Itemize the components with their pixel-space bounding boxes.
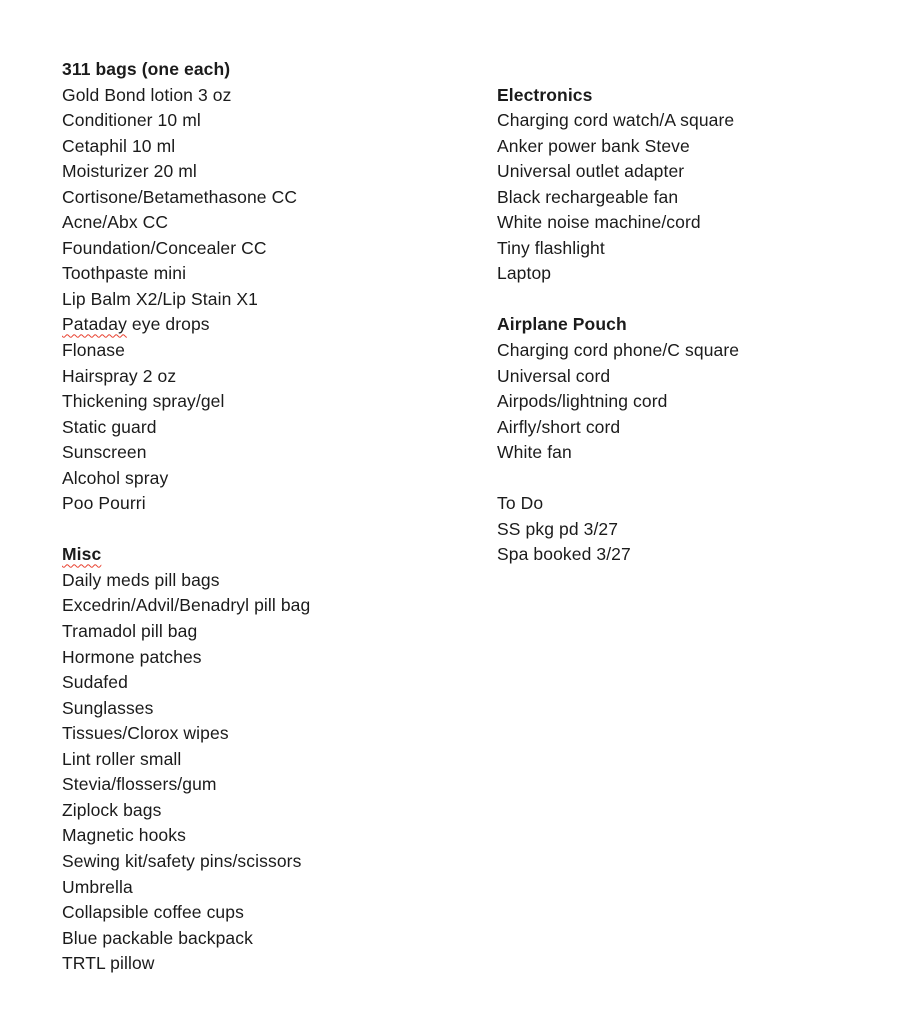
list-item: Static guard xyxy=(62,416,157,437)
list-item: Daily meds pill bags xyxy=(62,569,220,590)
list-item: White fan xyxy=(497,442,572,463)
list-item: White noise machine/cord xyxy=(497,212,701,233)
section-heading: 311 bags (one each) xyxy=(62,59,231,79)
list-item: Tissues/Clorox wipes xyxy=(62,723,229,744)
list-item: Moisturizer 20 ml xyxy=(62,161,197,182)
list-item: Charging cord phone/C square xyxy=(497,340,740,361)
list-item: Tramadol pill bag xyxy=(62,621,198,642)
section-gap xyxy=(497,466,739,492)
list-item: Pataday eye drops xyxy=(62,314,210,335)
misspelled-word: Pataday xyxy=(62,314,127,335)
packing-list-column-left xyxy=(62,57,310,977)
list-item: Cetaphil 10 ml xyxy=(62,135,176,156)
packing-list-column-right xyxy=(497,57,739,568)
list-item: Universal cord xyxy=(497,365,611,386)
list-item: Poo Pourri xyxy=(62,493,146,514)
list-item: Spa booked 3/27 xyxy=(497,544,631,565)
list-item: Acne/Abx CC xyxy=(62,212,169,233)
list-item: Lint roller small xyxy=(62,748,182,769)
list-item: Hormone patches xyxy=(62,646,202,667)
list-item: Sudafed xyxy=(62,672,128,693)
list-item: Alcohol spray xyxy=(62,467,169,488)
list-item: Lip Balm X2/Lip Stain X1 xyxy=(62,288,258,309)
list-item: Hairspray 2 oz xyxy=(62,365,177,386)
list-item: Magnetic hooks xyxy=(62,825,186,846)
section-heading: Airplane Pouch xyxy=(497,314,627,335)
list-item: Airfly/short cord xyxy=(497,416,621,437)
list-item: Gold Bond lotion 3 oz xyxy=(62,84,232,105)
list-item: Conditioner 10 ml xyxy=(62,110,201,131)
list-item: Ziplock bags xyxy=(62,799,162,820)
list-item: Black rechargeable fan xyxy=(497,186,679,207)
list-item: Charging cord watch/A square xyxy=(497,110,735,131)
list-item: Umbrella xyxy=(62,876,133,897)
list-item: Airpods/lightning cord xyxy=(497,391,668,412)
list-item: Stevia/flossers/gum xyxy=(62,774,217,795)
list-item: Toothpaste mini xyxy=(62,263,187,284)
list-item: Sunglasses xyxy=(62,697,154,718)
list-item: Blue packable backpack xyxy=(62,927,253,948)
list-item: Foundation/Concealer CC xyxy=(62,237,267,258)
list-item: Anker power bank Steve xyxy=(497,135,690,156)
list-item: Thickening spray/gel xyxy=(62,391,225,412)
list-item: Excedrin/Advil/Benadryl pill bag xyxy=(62,595,311,616)
list-item: Laptop xyxy=(497,263,552,284)
list-item: Sunscreen xyxy=(62,442,147,463)
list-item: Tiny flashlight xyxy=(497,237,605,258)
section-gap xyxy=(62,517,310,543)
list-item: Flonase xyxy=(62,340,125,361)
section-gap xyxy=(497,287,739,313)
section-heading: Electronics xyxy=(497,84,593,105)
section-heading: To Do xyxy=(497,493,544,514)
list-item: Universal outlet adapter xyxy=(497,161,685,182)
blank-line xyxy=(497,57,739,83)
list-item: TRTL pillow xyxy=(62,953,155,974)
section-heading: Misc xyxy=(62,544,102,565)
list-item: Collapsible coffee cups xyxy=(62,902,244,923)
list-item: Cortisone/Betamethasone CC xyxy=(62,186,298,207)
list-item: SS pkg pd 3/27 xyxy=(497,518,619,539)
list-item: Sewing kit/safety pins/scissors xyxy=(62,850,302,871)
